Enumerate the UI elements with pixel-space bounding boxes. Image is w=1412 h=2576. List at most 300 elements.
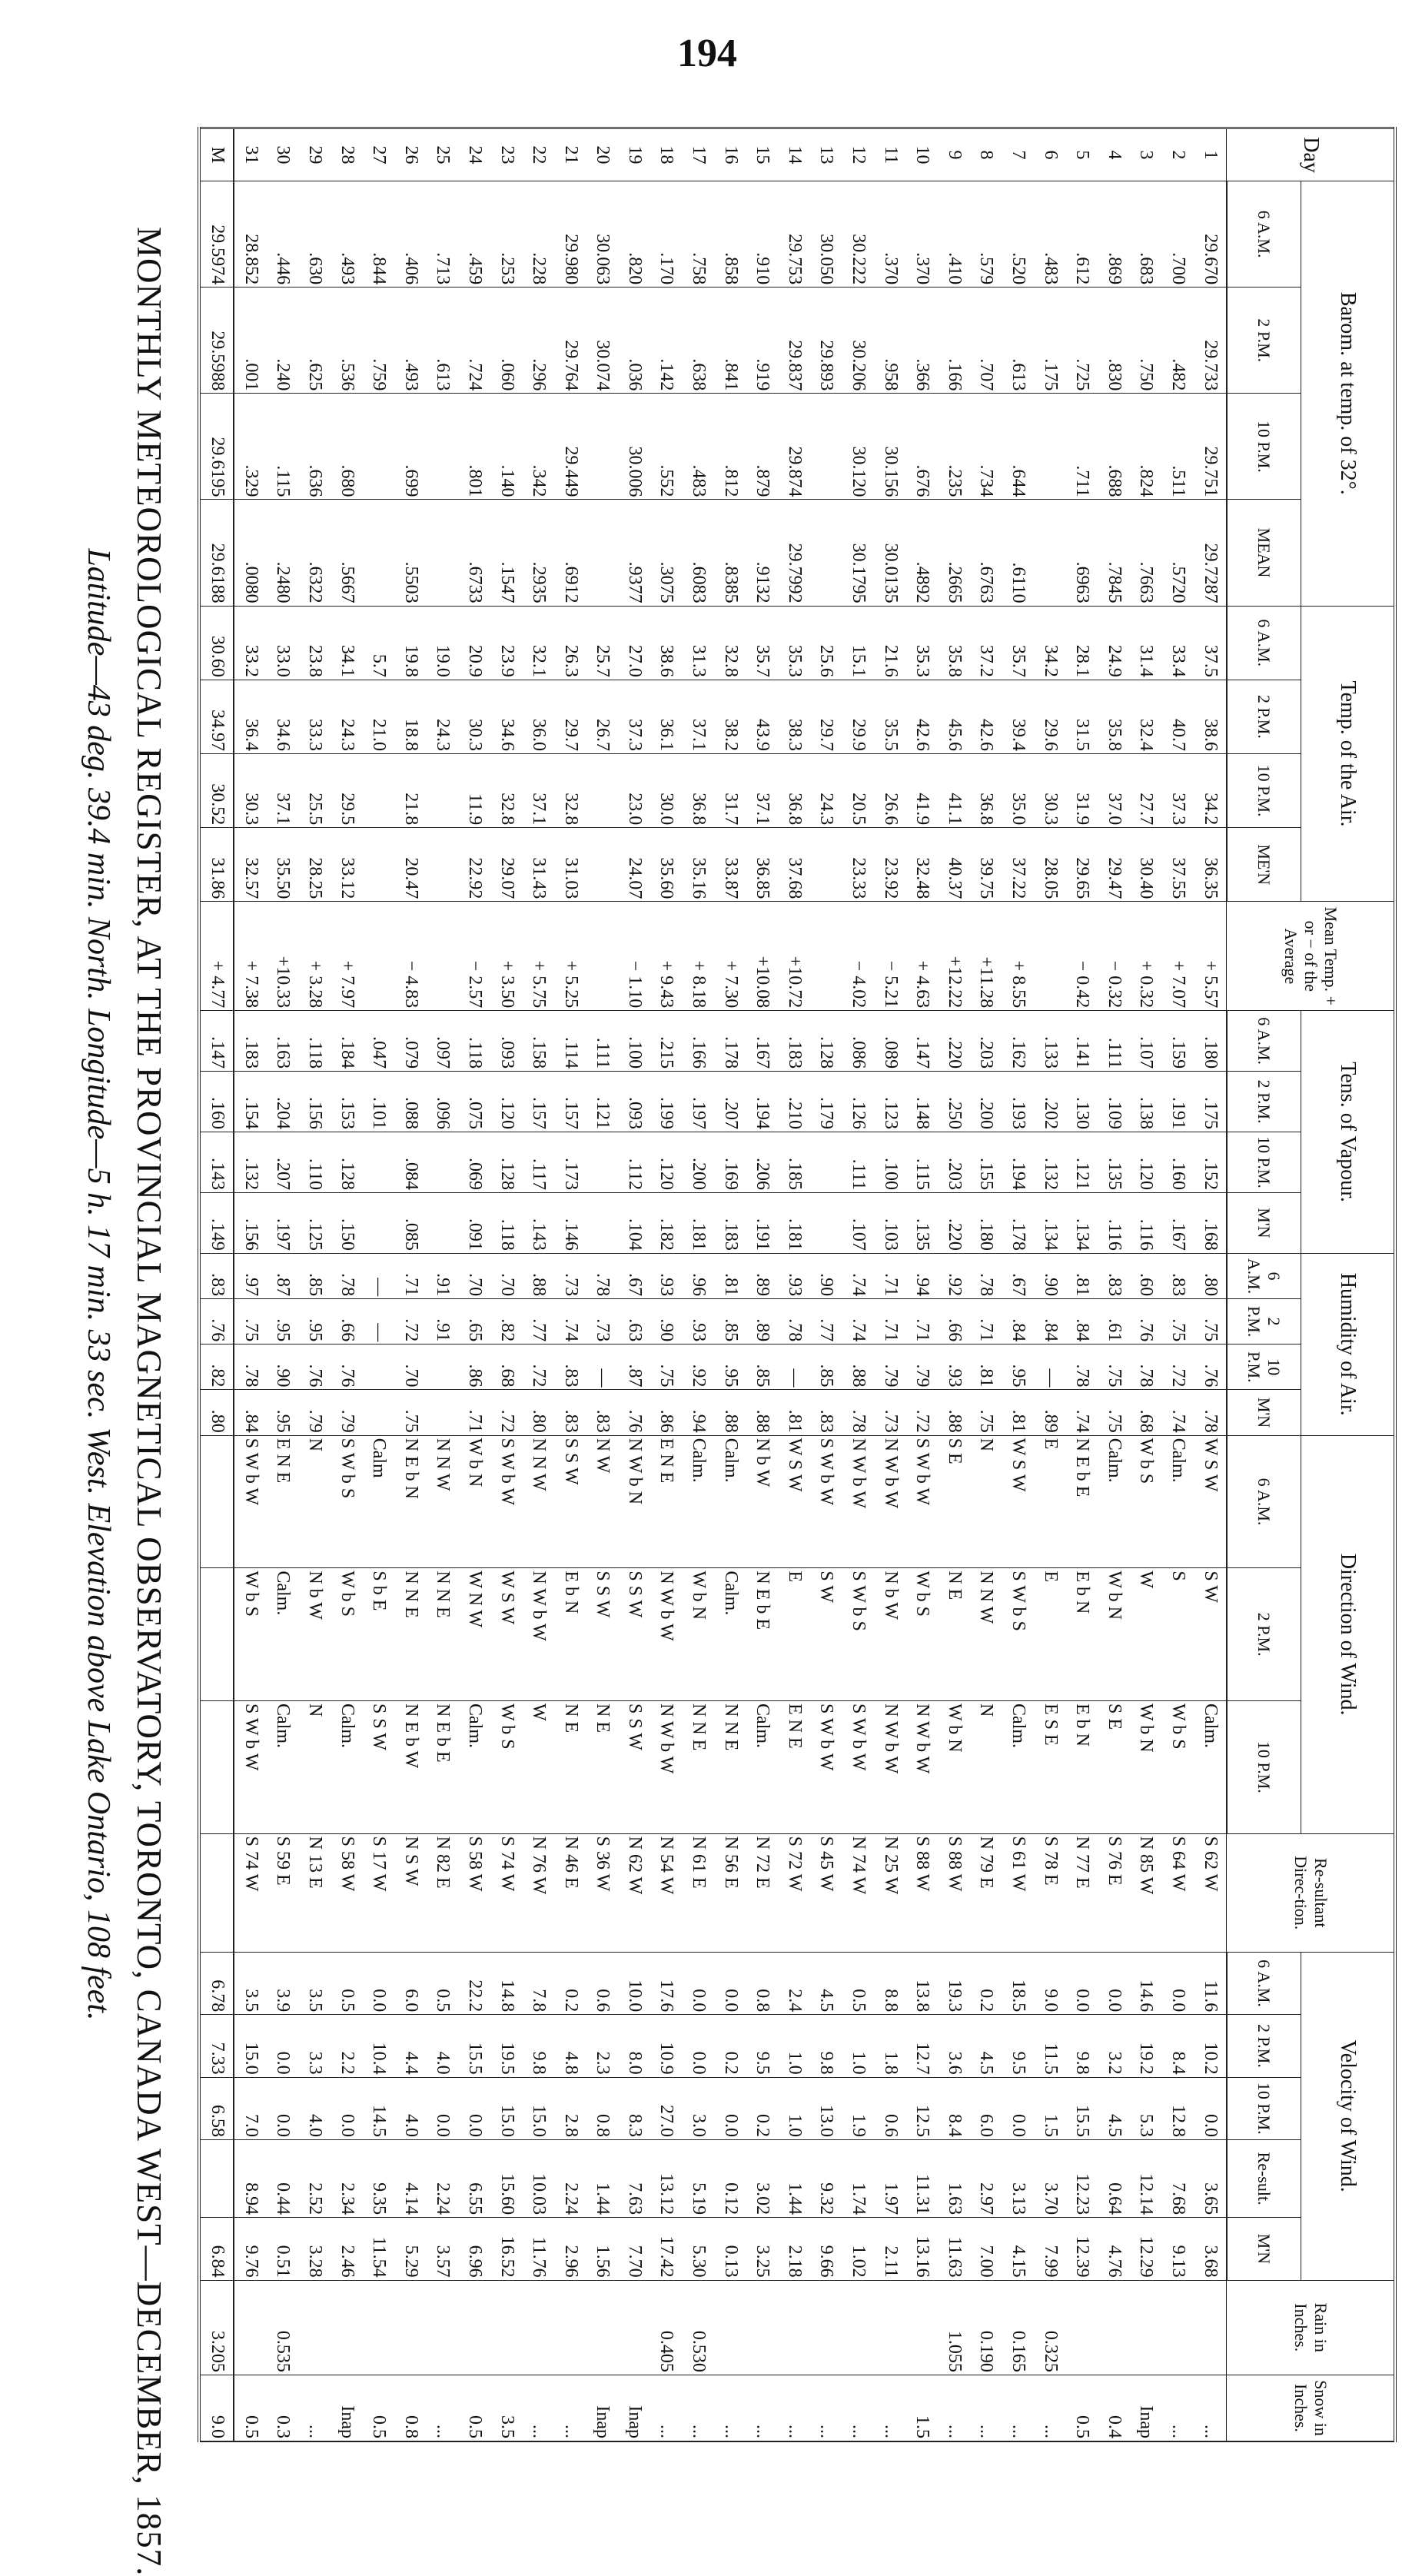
cell-humidity-mean: .75: [1098, 1390, 1131, 1435]
cell-day: 17: [683, 128, 715, 181]
cell-wind-resultant: 13.12: [650, 2140, 683, 2218]
cell-vapour-mean: .107: [842, 1192, 875, 1253]
cell-day: 29: [299, 128, 331, 181]
cell-temp-10pm: 37.1: [746, 754, 779, 828]
cell-vapour-2pm: .148: [906, 1072, 939, 1132]
cell-humidity-mean: [427, 1390, 459, 1435]
cell-snow: ...: [746, 2375, 779, 2441]
cell-barom-mean: [363, 500, 395, 606]
cell-wind-vel-mean: 3.28: [299, 2218, 331, 2280]
cell-wind-vel-mean: 6.84: [199, 2218, 234, 2280]
cell-wind-vel-mean: 11.63: [939, 2218, 971, 2280]
cell-humidity-10pm: [363, 1345, 395, 1390]
cell-day: 23: [490, 128, 523, 181]
cell-temp-2pm: 32.4: [1130, 680, 1162, 753]
cell-barom-10pm: 29.6195: [199, 394, 234, 500]
cell-snow: ...: [970, 2375, 1002, 2441]
cell-wind-dir-10pm: N N E: [683, 1701, 715, 1834]
cell-wind-vel-2pm: 1.0: [779, 2015, 811, 2077]
cell-vapour-2pm: .130: [1066, 1072, 1098, 1132]
subheader-dir-6am: 6 A.M.: [1227, 1435, 1301, 1568]
subheader-temp-6am: 6 A.M.: [1227, 606, 1301, 680]
cell-temp-mean: 24.07: [619, 828, 651, 902]
cell-temp-2pm: 30.3: [459, 680, 491, 753]
cell-day: 21: [554, 128, 586, 181]
cell-barom-10pm: .636: [299, 394, 331, 500]
cell-wind-vel-mean: 0.51: [267, 2218, 299, 2280]
cell-resultant-direction: N 62 W: [619, 1833, 651, 1952]
cell-temp-6am: 26.3: [554, 606, 586, 680]
cell-humidity-10pm: .75: [1098, 1345, 1131, 1390]
cell-wind-vel-2pm: 15.5: [459, 2015, 491, 2077]
cell-wind-dir-6am: S S W: [554, 1435, 586, 1568]
cell-humidity-2pm: .89: [746, 1299, 779, 1345]
cell-barom-6am: .253: [490, 181, 523, 288]
cell-vapour-6am: .158: [523, 1011, 555, 1072]
cell-wind-dir-2pm: N W b W: [650, 1568, 683, 1701]
cell-wind-vel-6am: 0.0: [683, 1952, 715, 2014]
cell-temp-6am: 35.3: [906, 606, 939, 680]
subheader-hum-10pm: 10 P.M.: [1227, 1345, 1301, 1390]
cell-humidity-10pm: —: [586, 1345, 619, 1390]
cell-wind-vel-2pm: 2.2: [331, 2015, 363, 2077]
cell-resultant-direction: S 17 W: [363, 1833, 395, 1952]
cell-barom-mean: 29.7287: [1194, 500, 1227, 606]
cell-wind-dir-10pm: N: [299, 1701, 331, 1834]
cell-barom-6am: .869: [1098, 181, 1131, 288]
cell-wind-vel-10pm: 0.6: [874, 2077, 906, 2139]
cell-wind-resultant: 1.97: [874, 2140, 906, 2218]
cell-wind-dir-10pm: Calm.: [1194, 1701, 1227, 1834]
cell-barom-mean: .6733: [459, 500, 491, 606]
cell-wind-resultant: 9.35: [363, 2140, 395, 2218]
cell-wind-dir-6am: N E b E: [1066, 1435, 1098, 1568]
cell-snow: Inap: [586, 2375, 619, 2441]
cell-day: 16: [714, 128, 746, 181]
cell-barom-2pm: .001: [234, 288, 267, 394]
cell-day: 30: [267, 128, 299, 181]
cell-barom-mean: .5667: [331, 500, 363, 606]
cell-humidity-2pm: .90: [650, 1299, 683, 1345]
cell-wind-vel-10pm: 0.0: [1002, 2077, 1035, 2139]
table-row: [714, 128, 746, 2442]
cell-temp-mean: 35.60: [650, 828, 683, 902]
cell-wind-vel-10pm: 0.0: [714, 2077, 746, 2139]
page-number: 194: [677, 32, 737, 75]
cell-temp-6am: 31.3: [683, 606, 715, 680]
cell-barom-6am: .683: [1130, 181, 1162, 288]
cell-vapour-2pm: .138: [1130, 1072, 1162, 1132]
cell-temp-mean: 31.86: [199, 828, 234, 902]
cell-humidity-2pm: .63: [619, 1299, 651, 1345]
cell-temp-10pm: 37.1: [523, 754, 555, 828]
cell-wind-vel-10pm: 6.58: [199, 2077, 234, 2139]
cell-wind-resultant: 8.94: [234, 2140, 267, 2218]
cell-wind-resultant: 4.14: [394, 2140, 427, 2218]
cell-temp-deviation: + 4.77: [199, 902, 234, 1011]
cell-vapour-10pm: .120: [1130, 1132, 1162, 1193]
cell-wind-vel-2pm: 3.2: [1098, 2015, 1131, 2077]
cell-humidity-10pm: .95: [714, 1345, 746, 1390]
cell-barom-6am: .579: [970, 181, 1002, 288]
cell-wind-dir-2pm: N N E: [427, 1568, 459, 1701]
cell-resultant-direction: N 25 W: [874, 1833, 906, 1952]
cell-wind-dir-10pm: Calm.: [331, 1701, 363, 1834]
cell-vapour-2pm: .200: [970, 1072, 1002, 1132]
subheader-vap-6am: 6 A.M.: [1227, 1011, 1301, 1072]
subheader-hum-mean: M'N: [1227, 1390, 1301, 1435]
cell-wind-dir-10pm: Calm.: [1002, 1701, 1035, 1834]
cell-humidity-6am: .81: [1066, 1253, 1098, 1298]
cell-wind-dir-2pm: Calm.: [267, 1568, 299, 1701]
cell-temp-6am: 28.1: [1066, 606, 1098, 680]
cell-temp-mean: 36.35: [1194, 828, 1227, 902]
cell-wind-vel-2pm: 10.2: [1194, 2015, 1227, 2077]
cell-wind-vel-6am: 8.8: [874, 1952, 906, 2014]
cell-wind-dir-2pm: N b W: [299, 1568, 331, 1701]
register-table: [198, 127, 1397, 2442]
cell-resultant-direction: S 64 W: [1162, 1833, 1194, 1952]
cell-vapour-6am: .215: [650, 1011, 683, 1072]
table-row: [810, 128, 842, 2442]
header-humidity: Humidity of Air.: [1301, 1253, 1396, 1435]
cell-wind-resultant: 15.60: [490, 2140, 523, 2218]
cell-barom-10pm: .511: [1162, 394, 1194, 500]
cell-humidity-2pm: .77: [523, 1299, 555, 1345]
cell-wind-dir-6am: Calm.: [714, 1435, 746, 1568]
cell-barom-2pm: .482: [1162, 288, 1194, 394]
cell-temp-6am: 5.7: [363, 606, 395, 680]
cell-wind-vel-10pm: 4.0: [299, 2077, 331, 2139]
cell-humidity-6am: .93: [650, 1253, 683, 1298]
cell-temp-2pm: 36.0: [523, 680, 555, 753]
cell-wind-vel-mean: 2.96: [554, 2218, 586, 2280]
cell-rain: [842, 2280, 875, 2375]
cell-barom-2pm: 29.5988: [199, 288, 234, 394]
table-row: [427, 128, 459, 2442]
cell-wind-resultant: 10.03: [523, 2140, 555, 2218]
cell-wind-vel-10pm: 0.0: [1194, 2077, 1227, 2139]
cell-barom-6am: .493: [331, 181, 363, 288]
cell-wind-vel-2pm: 12.7: [906, 2015, 939, 2077]
cell-vapour-10pm: .115: [906, 1132, 939, 1193]
table-row: [1066, 128, 1098, 2442]
cell-wind-vel-10pm: 6.0: [970, 2077, 1002, 2139]
cell-humidity-10pm: .85: [746, 1345, 779, 1390]
cell-vapour-2pm: .160: [199, 1072, 234, 1132]
cell-rain: [427, 2280, 459, 2375]
cell-day: 7: [1002, 128, 1035, 181]
cell-wind-dir-2pm: S W: [810, 1568, 842, 1701]
table-row: [459, 128, 491, 2442]
cell-humidity-mean: .89: [1034, 1390, 1066, 1435]
cell-temp-6am: 38.6: [650, 606, 683, 680]
cell-wind-dir-2pm: Calm.: [714, 1568, 746, 1701]
cell-barom-mean: .8385: [714, 500, 746, 606]
cell-rain: 0.325: [1034, 2280, 1066, 2375]
cell-temp-2pm: 42.6: [906, 680, 939, 753]
cell-temp-mean: 29.07: [490, 828, 523, 902]
cell-barom-10pm: .329: [234, 394, 267, 500]
cell-barom-6am: 28.852: [234, 181, 267, 288]
subheader-barom-2pm: 2 P.M.: [1227, 288, 1301, 394]
cell-barom-mean: .4892: [906, 500, 939, 606]
cell-humidity-6am: .83: [199, 1253, 234, 1298]
cell-wind-dir-2pm: S W: [1194, 1568, 1227, 1701]
cell-resultant-direction: [199, 1833, 234, 1952]
cell-temp-deviation: + 7.38: [234, 902, 267, 1011]
cell-snow: 9.0: [199, 2375, 234, 2441]
cell-barom-mean: .2480: [267, 500, 299, 606]
cell-humidity-6am: .80: [1194, 1253, 1227, 1298]
cell-wind-dir-6am: N: [970, 1435, 1002, 1568]
cell-resultant-direction: N 13 E: [299, 1833, 331, 1952]
cell-vapour-mean: .134: [1034, 1192, 1066, 1253]
header-rain: Rain in Inches.: [1227, 2280, 1395, 2375]
cell-barom-mean: [586, 500, 619, 606]
cell-vapour-10pm: .110: [299, 1132, 331, 1193]
cell-vapour-10pm: .128: [331, 1132, 363, 1193]
cell-temp-6am: 24.9: [1098, 606, 1131, 680]
subheader-hum-2pm: 2 P.M.: [1227, 1299, 1301, 1345]
cell-barom-6am: .406: [394, 181, 427, 288]
cell-temp-2pm: 35.8: [1098, 680, 1131, 753]
cell-wind-vel-mean: 3.25: [746, 2218, 779, 2280]
cell-day: 13: [810, 128, 842, 181]
cell-humidity-2pm: .65: [459, 1299, 491, 1345]
cell-temp-deviation: + 9.43: [650, 902, 683, 1011]
cell-wind-vel-mean: 16.52: [490, 2218, 523, 2280]
cell-temp-deviation: − 5.21: [874, 902, 906, 1011]
cell-barom-6am: .446: [267, 181, 299, 288]
cell-humidity-mean: .78: [842, 1390, 875, 1435]
subheader-temp-2pm: 2 P.M.: [1227, 680, 1301, 753]
cell-wind-dir-2pm: S b E: [363, 1568, 395, 1701]
cell-temp-mean: 36.85: [746, 828, 779, 902]
cell-vapour-2pm: .154: [234, 1072, 267, 1132]
cell-temp-deviation: + 4.63: [906, 902, 939, 1011]
cell-wind-vel-mean: 12.39: [1066, 2218, 1098, 2280]
cell-temp-6am: 25.7: [586, 606, 619, 680]
cell-temp-6am: 35.7: [1002, 606, 1035, 680]
cell-resultant-direction: N 85 W: [1130, 1833, 1162, 1952]
cell-temp-2pm: 29.9: [842, 680, 875, 753]
cell-day: 31: [234, 128, 267, 181]
cell-wind-dir-10pm: N E b W: [394, 1701, 427, 1834]
cell-vapour-10pm: .132: [1034, 1132, 1066, 1193]
cell-wind-vel-6am: 0.8: [746, 1952, 779, 2014]
cell-temp-mean: 40.37: [939, 828, 971, 902]
cell-wind-dir-10pm: Calm.: [459, 1701, 491, 1834]
cell-barom-2pm: .536: [331, 288, 363, 394]
cell-wind-vel-mean: 2.11: [874, 2218, 906, 2280]
table-row: [779, 128, 811, 2442]
table-row: [554, 128, 586, 2442]
cell-humidity-mean: .86: [650, 1390, 683, 1435]
header-wind-direction: Direction of Wind.: [1301, 1435, 1396, 1833]
cell-barom-10pm: .115: [267, 394, 299, 500]
cell-temp-deviation: − 1.10: [619, 902, 651, 1011]
cell-vapour-10pm: .200: [683, 1132, 715, 1193]
cell-wind-vel-6am: 0.0: [363, 1952, 395, 2014]
cell-resultant-direction: S 36 W: [586, 1833, 619, 1952]
cell-humidity-2pm: .76: [199, 1299, 234, 1345]
cell-barom-2pm: .958: [874, 288, 906, 394]
cell-wind-vel-mean: 11.54: [363, 2218, 395, 2280]
cell-vapour-mean: .178: [1002, 1192, 1035, 1253]
cell-temp-2pm: 29.7: [554, 680, 586, 753]
cell-wind-vel-6am: 14.6: [1130, 1952, 1162, 2014]
cell-wind-vel-6am: 7.8: [523, 1952, 555, 2014]
cell-humidity-mean: .81: [1002, 1390, 1035, 1435]
cell-wind-vel-6am: 2.4: [779, 1952, 811, 2014]
cell-temp-10pm: 30.3: [234, 754, 267, 828]
cell-humidity-10pm: .88: [842, 1345, 875, 1390]
cell-humidity-2pm: .85: [714, 1299, 746, 1345]
cell-vapour-10pm: [586, 1132, 619, 1193]
cell-humidity-10pm: .79: [906, 1345, 939, 1390]
cell-temp-10pm: 30.0: [650, 754, 683, 828]
cell-wind-dir-10pm: E N E: [779, 1701, 811, 1834]
subheader-hum-6am: 6 A.M.: [1227, 1253, 1301, 1298]
cell-barom-mean: [810, 500, 842, 606]
cell-barom-10pm: .824: [1130, 394, 1162, 500]
cell-vapour-mean: .104: [619, 1192, 651, 1253]
cell-humidity-mean: .83: [810, 1390, 842, 1435]
cell-barom-2pm: .724: [459, 288, 491, 394]
cell-wind-vel-6am: 13.8: [906, 1952, 939, 2014]
table-row: [842, 128, 875, 2442]
cell-temp-2pm: 26.7: [586, 680, 619, 753]
cell-vapour-mean: .116: [1130, 1192, 1162, 1253]
cell-humidity-mean: [363, 1390, 395, 1435]
cell-vapour-6am: .107: [1130, 1011, 1162, 1072]
cell-rain: 0.165: [1002, 2280, 1035, 2375]
cell-barom-6am: .483: [1034, 181, 1066, 288]
cell-temp-10pm: 41.1: [939, 754, 971, 828]
cell-barom-6am: .612: [1066, 181, 1098, 288]
cell-snow: 0.3: [267, 2375, 299, 2441]
cell-day: 14: [779, 128, 811, 181]
cell-rain: 0.190: [970, 2280, 1002, 2375]
cell-temp-2pm: 36.4: [234, 680, 267, 753]
cell-temp-mean: 28.25: [299, 828, 331, 902]
cell-vapour-6am: .141: [1066, 1011, 1098, 1072]
cell-humidity-10pm: —: [1034, 1345, 1066, 1390]
subheader-temp-mean: ME'N: [1227, 828, 1301, 902]
cell-snow: Inap: [1130, 2375, 1162, 2441]
cell-vapour-6am: .100: [619, 1011, 651, 1072]
cell-wind-vel-2pm: 4.0: [427, 2015, 459, 2077]
cell-humidity-10pm: .68: [490, 1345, 523, 1390]
cell-wind-dir-6am: Calm.: [1098, 1435, 1131, 1568]
cell-vapour-mean: .156: [234, 1192, 267, 1253]
cell-humidity-6am: .88: [523, 1253, 555, 1298]
cell-humidity-10pm: .95: [1002, 1345, 1035, 1390]
cell-resultant-direction: N 61 E: [683, 1833, 715, 1952]
cell-wind-vel-6am: 0.0: [1098, 1952, 1131, 2014]
cell-vapour-10pm: .173: [554, 1132, 586, 1193]
cell-rain: [459, 2280, 491, 2375]
cell-barom-10pm: 29.751: [1194, 394, 1227, 500]
cell-temp-mean: 35.50: [267, 828, 299, 902]
cell-wind-dir-6am: N W b W: [842, 1435, 875, 1568]
cell-humidity-2pm: .75: [234, 1299, 267, 1345]
cell-wind-vel-2pm: 4.4: [394, 2015, 427, 2077]
cell-wind-vel-10pm: 0.0: [331, 2077, 363, 2139]
cell-temp-10pm: 37.1: [267, 754, 299, 828]
cell-vapour-mean: .125: [299, 1192, 331, 1253]
cell-temp-10pm: 21.8: [394, 754, 427, 828]
cell-vapour-6am: .118: [299, 1011, 331, 1072]
cell-wind-dir-6am: N E b N: [394, 1435, 427, 1568]
cell-vapour-10pm: .084: [394, 1132, 427, 1193]
subheader-vap-mean: M'N: [1227, 1192, 1301, 1253]
cell-wind-dir-6am: S W b S: [331, 1435, 363, 1568]
cell-humidity-10pm: .78: [1066, 1345, 1098, 1390]
cell-day: 3: [1130, 128, 1162, 181]
table-row: [874, 128, 906, 2442]
cell-day: 11: [874, 128, 906, 181]
cell-barom-mean: .5503: [394, 500, 427, 606]
cell-snow: ...: [779, 2375, 811, 2441]
subheader-dir-10pm: 10 P.M.: [1227, 1701, 1301, 1834]
cell-wind-vel-2pm: 9.8: [1066, 2015, 1098, 2077]
cell-temp-6am: 37.5: [1194, 606, 1227, 680]
cell-vapour-10pm: .143: [199, 1132, 234, 1193]
cell-barom-6am: 29.980: [554, 181, 586, 288]
cell-snow: ...: [554, 2375, 586, 2441]
cell-temp-deviation: + 3.50: [490, 902, 523, 1011]
cell-vapour-mean: .118: [490, 1192, 523, 1253]
cell-rain: [746, 2280, 779, 2375]
table-row: [970, 128, 1002, 2442]
cell-rain: [363, 2280, 395, 2375]
cell-wind-dir-6am: S W b W: [490, 1435, 523, 1568]
subheader-temp-10pm: 10 P.M.: [1227, 754, 1301, 828]
cell-wind-dir-2pm: S S W: [619, 1568, 651, 1701]
table-row: [746, 128, 779, 2442]
cell-day: 24: [459, 128, 491, 181]
cell-temp-deviation: + 7.07: [1162, 902, 1194, 1011]
cell-resultant-direction: N 79 E: [970, 1833, 1002, 1952]
cell-humidity-2pm: .75: [1194, 1299, 1227, 1345]
cell-barom-10pm: 30.156: [874, 394, 906, 500]
cell-wind-vel-10pm: 7.0: [234, 2077, 267, 2139]
cell-humidity-10pm: —: [779, 1345, 811, 1390]
cell-vapour-mean: .085: [394, 1192, 427, 1253]
cell-temp-deviation: [586, 902, 619, 1011]
cell-vapour-2pm: .156: [299, 1072, 331, 1132]
cell-wind-vel-2pm: 2.3: [586, 2015, 619, 2077]
cell-barom-2pm: .613: [1002, 288, 1035, 394]
cell-wind-vel-mean: 7.70: [619, 2218, 651, 2280]
cell-wind-vel-2pm: 3.6: [939, 2015, 971, 2077]
cell-humidity-6am: .93: [779, 1253, 811, 1298]
cell-temp-10pm: 36.8: [970, 754, 1002, 828]
cell-barom-6am: .700: [1162, 181, 1194, 288]
subheader-barom-mean: MEAN: [1227, 500, 1301, 606]
cell-wind-dir-10pm: S S W: [363, 1701, 395, 1834]
cell-vapour-2pm: .175: [1194, 1072, 1227, 1132]
cell-rain: 1.055: [939, 2280, 971, 2375]
cell-humidity-2pm: .78: [779, 1299, 811, 1345]
cell-temp-deviation: +10.33: [267, 902, 299, 1011]
cell-rain: [394, 2280, 427, 2375]
cell-day: 5: [1066, 128, 1098, 181]
cell-wind-vel-2pm: 3.3: [299, 2015, 331, 2077]
cell-resultant-direction: N 76 W: [523, 1833, 555, 1952]
